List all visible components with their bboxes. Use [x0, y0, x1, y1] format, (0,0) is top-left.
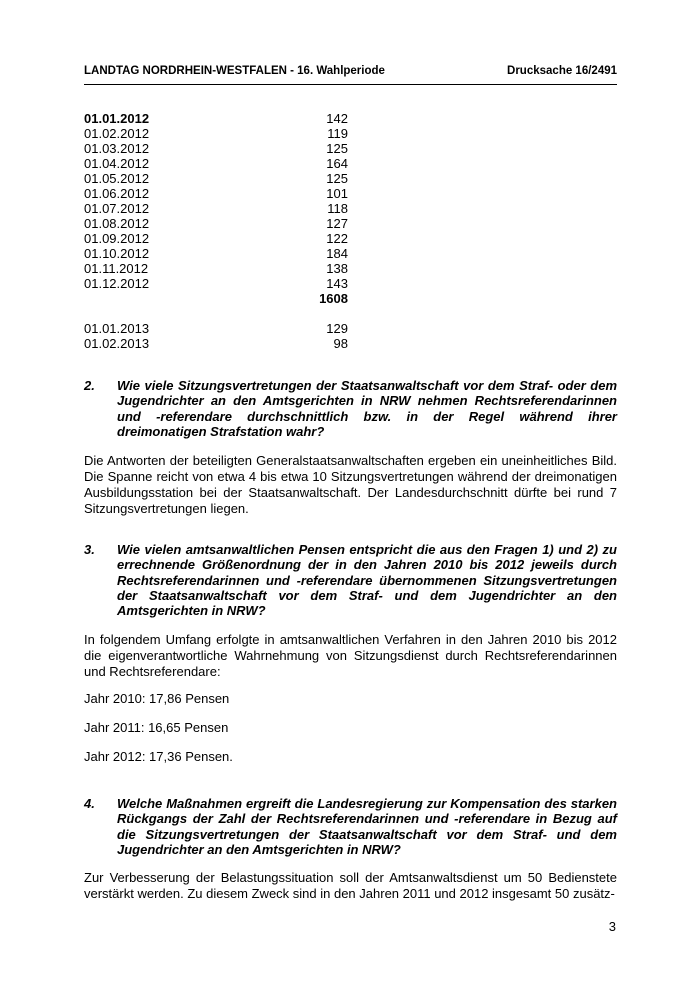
table-row	[84, 186, 348, 201]
row-value: 143	[326, 276, 348, 291]
row-date: 01.10.2012	[84, 246, 150, 261]
table-row	[84, 261, 348, 276]
table-gap	[84, 306, 348, 321]
row-value: 119	[327, 126, 348, 141]
row-value: 129	[326, 321, 348, 336]
table-row	[84, 231, 348, 246]
row-date: 01.07.2012	[84, 201, 150, 216]
table-row	[84, 201, 348, 216]
total-value: 1608	[319, 291, 348, 306]
row-value: 164	[326, 156, 348, 171]
table-row	[84, 171, 348, 186]
table-row	[84, 276, 348, 291]
row-date: 01.03.2012	[84, 141, 150, 156]
table-total-row	[84, 291, 348, 306]
question-number: 2.	[84, 378, 95, 393]
table-row	[84, 336, 348, 351]
row-date: 01.09.2012	[84, 231, 150, 246]
question-number: 4.	[84, 796, 95, 811]
page-number: 3	[608, 919, 616, 934]
table-row	[84, 246, 348, 261]
row-date: 01.05.2012	[84, 171, 150, 186]
table-row	[84, 156, 348, 171]
answer-3: In folgendem Umfang erfolgte in amtsanwaltlichen Verfahren in den Jahren 2010 bis 2012 die eigenverantwortliche Wahrnehmung von Sitzungsdienst durch Rechtsreferendarinnen und Rechtsreferendare:	[84, 632, 617, 679]
row-date: 01.08.2012	[84, 216, 150, 231]
row-value: 142	[326, 111, 348, 126]
table-row	[84, 111, 348, 126]
question-text: Wie vielen amtsanwaltlichen Pensen entspricht die aus den Fragen 1) und 2) zu errechnende Größenordnung der in den Jahren 2010 bis 2012 jeweils durch Rechtsreferendarinnen und -referendare übernommenen Sitzungsvertretungen der Staatsanwaltschaft vor dem Straf- und dem Jugendrichter an den Amtsgerichten in NRW?	[117, 542, 617, 619]
row-date: 01.04.2012	[84, 156, 150, 171]
question-text: Wie viele Sitzungsvertretungen der Staatsanwaltschaft vor dem Straf- oder dem Jugendrichter an den Amtsgerichten in NRW nehmen Rechtsreferendarinnen und -referendare durchschnittlich bzw. in der Regel während ihrer dreimonatigen Strafstation wahr?	[117, 378, 617, 439]
row-value: 118	[327, 201, 348, 216]
table-row	[84, 126, 348, 141]
answer-4: Zur Verbesserung der Belastungssituation soll der Amtsanwaltsdienst um 50 Bedienstete verstärkt werden. Zu diesem Zweck sind in den Jahren 2011 und 2012 insgesamt 50 zusätz-	[84, 870, 617, 901]
question-4	[84, 796, 617, 857]
row-date: 01.11.2012	[84, 261, 149, 276]
row-value: 127	[326, 216, 348, 231]
row-value: 184	[326, 246, 348, 261]
row-date: 01.01.2013	[84, 321, 150, 336]
header-parliament: LANDTAG NORDRHEIN-WESTFALEN - 16. Wahlperiode	[84, 65, 385, 77]
row-value: 98	[333, 336, 348, 351]
pensen-2012: Jahr 2012: 17,36 Pensen.	[84, 749, 233, 764]
row-value: 125	[326, 141, 348, 156]
question-text: Welche Maßnahmen ergreift die Landesregierung zur Kompensation des starken Rückgangs der Zahl der Rechtsreferendarinnen und -referendare in Bezug auf die Sitzungsvertretungen der Staatsanwaltschaft vor dem Straf- und dem Jugendrichter an den Amtsgerichten in NRW?	[117, 796, 617, 857]
table-row	[84, 321, 348, 336]
row-value: 125	[326, 171, 348, 186]
row-date: 01.02.2012	[84, 126, 150, 141]
header-document-number: Drucksache 16/2491	[507, 65, 617, 77]
monthly-table	[84, 111, 348, 351]
pensen-2010: Jahr 2010: 17,86 Pensen	[84, 691, 230, 706]
row-value: 138	[326, 261, 348, 276]
row-date: 01.12.2012	[84, 276, 150, 291]
row-date: 01.02.2013	[84, 336, 150, 351]
table-row	[84, 216, 348, 231]
pensen-2011: Jahr 2011: 16,65 Pensen	[84, 720, 229, 735]
row-date: 01.06.2012	[84, 186, 150, 201]
row-value: 122	[326, 231, 348, 246]
header-divider	[84, 84, 617, 85]
answer-2: Die Antworten der beteiligten Generalstaatsanwaltschaften ergeben ein uneinheitliches Bild. Die Spanne reicht von etwa 4 bis etwa 10 Sitzungsvertretungen während der dreimonatigen Ausbildungsstation bei der Staatsanwaltschaft. Der Landesdurchschnitt dürfte bei rund 7 Sitzungsvertretungen liegen.	[84, 453, 617, 516]
question-2	[84, 378, 617, 439]
row-date: 01.01.2012	[84, 111, 150, 126]
row-value: 101	[326, 186, 348, 201]
table-row	[84, 141, 348, 156]
question-number: 3.	[84, 542, 95, 557]
question-3	[84, 542, 617, 618]
